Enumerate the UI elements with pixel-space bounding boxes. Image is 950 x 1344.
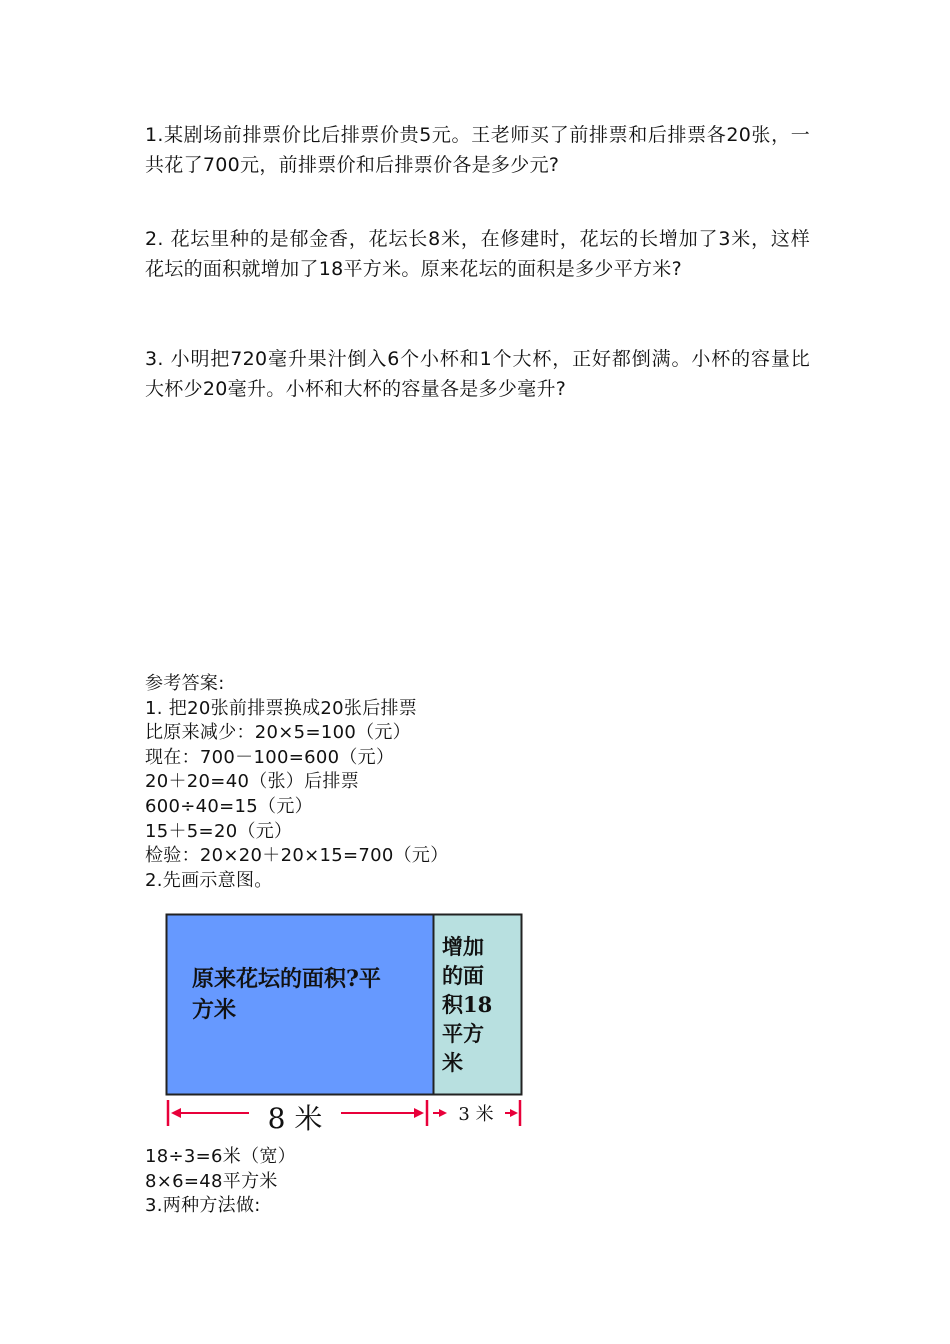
- original-area-label-line1: 原来花坛的面积?平: [192, 966, 381, 992]
- added-area-label-line: 增加: [442, 934, 484, 959]
- label-8m: 8 米: [267, 1102, 323, 1132]
- question-3-text: 3. 小明把720毫升果汁倒入6个小杯和1个大杯，正好都倒满。小杯的容量比大杯少20毫升。小杯和大杯的容量各是多少毫升?: [145, 348, 810, 400]
- answer-heading: 参考答案:: [145, 673, 225, 694]
- answer-line: 2.先画示意图。: [145, 869, 273, 891]
- question-2: [145, 224, 810, 284]
- arrow-3m-right-head: [510, 1109, 518, 1117]
- question-1: [145, 120, 810, 180]
- answer-line: 20＋20=40（张）后排票: [145, 771, 359, 793]
- answer-line: 3.两种方法做:: [145, 1195, 261, 1217]
- answer-line: 8×6=48平方米: [145, 1170, 278, 1192]
- added-area-label-line: 的面: [442, 963, 484, 988]
- answer-line: 1. 把20张前排票换成20张后排票: [145, 697, 418, 719]
- arrow-3m-left-head: [439, 1109, 447, 1117]
- flowerbed-diagram: [165, 912, 527, 1132]
- added-area-label-line: 积18: [442, 992, 493, 1017]
- arrow-8m-left-head: [171, 1108, 181, 1118]
- added-area-label-line: 平方: [442, 1021, 484, 1046]
- original-area-label-line2: 方米: [192, 997, 237, 1023]
- answer-section: [145, 672, 810, 893]
- question-2-text: 2. 花坛里种的是郁金香，花坛长8米，在修建时，花坛的长增加了3米，这样花坛的面积就增加了18平方米。原来花坛的面积是多少平方米?: [145, 228, 810, 280]
- question-1-text: 1.某剧场前排票价比后排票价贵5元。王老师买了前排票和后排票各20张，一共花了700元，前排票价和后排票价各是多少元?: [145, 124, 810, 176]
- answer-section-continued: [145, 1145, 810, 1219]
- added-area-label-line: 米: [442, 1050, 463, 1075]
- answer-line: 15＋5=20（元）: [145, 820, 293, 842]
- answer-line: 现在：700－100=600（元）: [145, 746, 395, 768]
- label-3m: 3 米: [458, 1104, 494, 1125]
- question-3: [145, 344, 810, 404]
- answer-line: 比原来减少：20×5=100（元）: [145, 722, 411, 744]
- answer-line: 检验：20×20＋20×15=700（元）: [145, 845, 449, 867]
- answer-line: 18÷3=6米（宽）: [145, 1146, 296, 1167]
- arrow-8m-right-head: [414, 1108, 424, 1118]
- answer-line: 600÷40=15（元）: [145, 795, 313, 817]
